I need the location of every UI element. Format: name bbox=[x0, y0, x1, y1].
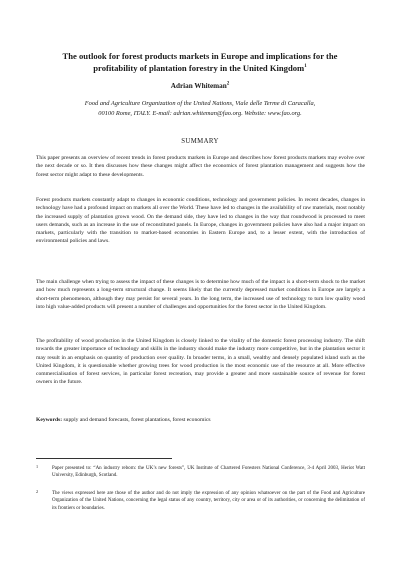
footnote-2 bbox=[36, 490, 365, 512]
footnote-2-text: The views expressed here are those of the author and do not imply the expression of any opinion whatsoever on the part of the Food and Agriculture Organization of the United Nations, concerning the legal status of any country, territory, city or area or of its authorities, or concerning the delimitation of its frontiers or boundaries. bbox=[52, 491, 365, 511]
footnote-1-text: Paper presented to: “An industry reborn: the UK’s new forests”, UK Institute of Chartered Foresters National Conference, 3-4 April 2003, Heriot Watt University, Edinburgh, Scotland. bbox=[52, 466, 365, 479]
paper-title-text: The outlook for forest products markets in Europe and implications for the profitability of plantation forestry in the United Kingdom bbox=[62, 51, 338, 73]
title-footnote-mark: 1 bbox=[304, 64, 307, 70]
summary-paragraph-1: This paper presents an overview of recent trends in forest products markets in Europe and describes how forest products markets may evolve over the next decade or so. It then discusses how these changes might affect the economics of forest plantation management and suggests how the forest sector might adapt to these developments. bbox=[36, 155, 365, 178]
author-name-text: Adrian Whiteman bbox=[170, 82, 227, 90]
affiliation-line-2: 00100 Rome, ITALY. E-mail: adrian.whiteman@fao.org. Website: www.fao.org. bbox=[98, 110, 302, 117]
summary-heading: SUMMARY bbox=[181, 138, 219, 145]
keywords-line bbox=[36, 416, 365, 424]
author-affiliation bbox=[44, 99, 356, 119]
author-name bbox=[40, 82, 360, 91]
author-footnote-mark: 2 bbox=[226, 81, 230, 87]
paper-title bbox=[40, 50, 360, 74]
summary-paragraph-4: The profitability of wood production in the United Kingdom is closely linked to the vitality of the domestic forest processing industry. The shift towards the greater importance of technology and skills in the industry should make the industry more competitive, but in the plantation sector it may result in an emphasis on quantity of production over quality. In broader terms, in a small, wealthy and densely populated island such as the United Kingdom, it is questionable whether growing trees for wood production is the most economic use of the resource at all. More effective commercialisation of forest services, in particular forest recreation, may provide a greater and more sustainable source of revenue for forest owners in the future. bbox=[36, 338, 365, 386]
keywords-text: supply and demand forecasts, forest plantations, forest economics bbox=[62, 417, 211, 423]
affiliation-line-1: Food and Agriculture Organization of the United Nations, Viale delle Terme di Caracalla, bbox=[84, 100, 316, 107]
summary-paragraph-2: Forest products markets constantly adapt to changes in economic conditions, technology and government policies. In recent decades, changes in technology have had a profound impact on markets all over the World. These have led to changes in the availability of raw materials, most notably the increased supply of plantation grown wood. On the demand side, they have led to changes in the way that roundwood is processed to meet users demands, such as an increase in the use of reconstituted panels. In Europe, changes in government policies have also had a major impact on markets, particularly with the transition to market-based economies in Eastern Europe and, to a lesser extent, with the introduction of environmental policies and laws. bbox=[36, 197, 365, 245]
summary-paragraph-3: The main challenge when trying to assess the impact of these changes is to determine how much of the impact is a short-term shock to the market and how much represents a long-term structural change. It seems likely that the currently depressed market conditions in Europe are largely a short-term phenomenon, although they may persist for several years. In the long term, the increased use of technology to turn low quality wood into high value-added products will present a number of challenges and opportunities for the forest sector in the United Kingdom. bbox=[36, 279, 365, 310]
footnote-1 bbox=[36, 465, 365, 480]
keywords-label: Keywords: bbox=[36, 417, 63, 423]
footnote-2-mark: 2 bbox=[36, 489, 39, 494]
footnote-divider bbox=[36, 458, 172, 459]
footnote-1-mark: 1 bbox=[36, 464, 39, 469]
